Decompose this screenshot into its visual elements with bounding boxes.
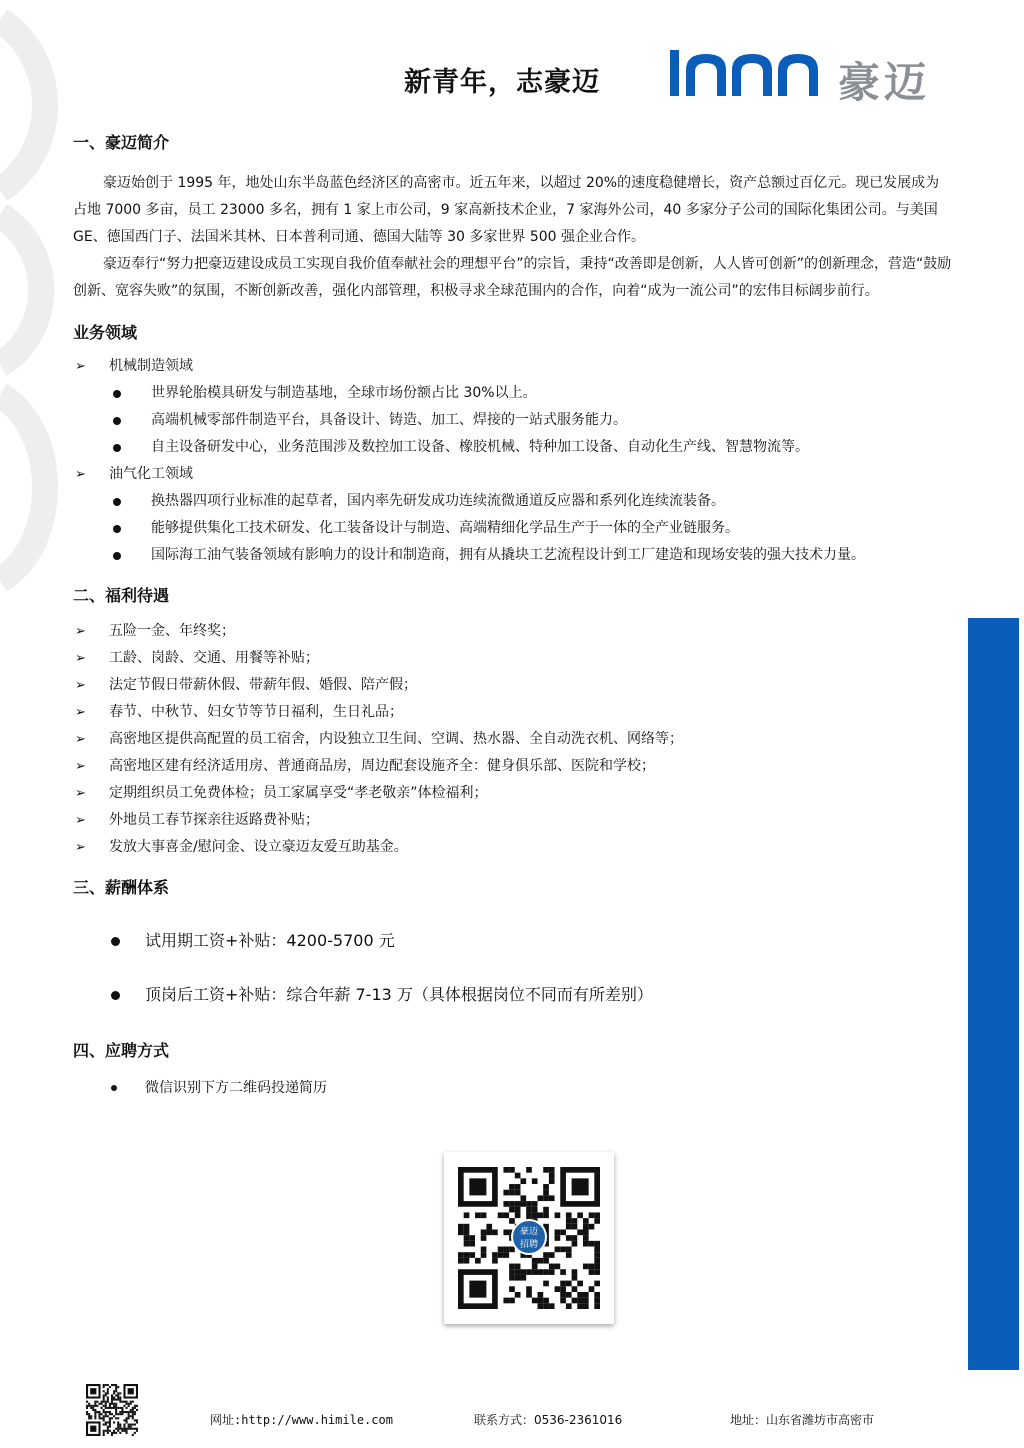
business-list: [73, 353, 953, 569]
slogan: 新青年，志豪迈: [404, 67, 600, 98]
arrow-bullet-icon: ➢: [75, 624, 86, 639]
intro-paragraph: 豪迈奉行“努力把豪迈建设成员工实现自我价值奉献社会的理想平台”的宗旨，秉持“改善即是创新，人人皆可创新”的创新理念，营造“鼓励创新、宽容失败”的氛围，不断创新改善，强化内部管理，积极寻求全球范围内的合作，向着“成为一流公司”的宏伟目标阔步前行。: [73, 256, 952, 299]
qr-badge: [511, 1219, 547, 1255]
list-item-text: 能够提供集化工技术研发、化工装备设计与制造、高端精细化学品生产于一体的全产业链服务。: [151, 520, 739, 536]
bullet-icon: [111, 991, 120, 1000]
list-item-text: 高密地区提供高配置的员工宿舍，内设独立卫生间、空调、热水器、全自动洗衣机、网络等；: [109, 731, 683, 747]
bullet-icon: [111, 1085, 117, 1091]
list-item-text: 法定节假日带薪休假、带薪年假、婚假、陪产假；: [109, 677, 417, 693]
arrow-bullet-icon: ➢: [75, 813, 86, 828]
list-item: [73, 461, 953, 488]
salary-item: [73, 982, 953, 1008]
list-item-text: 高端机械零部件制造平台，具备设计、铸造、加工、焊接的一站式服务能力。: [151, 412, 627, 428]
section-title-salary: 三、薪酬体系: [73, 878, 170, 897]
arrow-bullet-icon: ➢: [75, 732, 86, 747]
section-title-apply: 四、应聘方式: [73, 1041, 170, 1060]
himile-logo: [668, 48, 968, 107]
intro-paragraph: 豪迈始创于 1995 年，地处山东半岛蓝色经济区的高密市。近五年来，以超过 20%的速度稳健增长，资产总额过百亿元。现已发展成为占地 7000 多亩，员工 23000 多名，拥有 1 家上市公司，9 家高新技术企业，7 家海外公司，40 多家分子公司的国际化集团公司。与美国 GE、德国西门子、法国米其林、日本普利司通、德国大陆等 30 多家世界 500 强企业合作。: [73, 175, 940, 245]
logo-mark-icon: [668, 48, 828, 100]
list-item-text: 国际海工油气装备领域有影响力的设计和制造商，拥有从撬块工艺流程设计到工厂建造和现场安装的强大技术力量。: [151, 547, 865, 563]
list-item-text: 定期组织员工免费体检；员工家属享受“孝老敬亲”体检福利；: [109, 785, 488, 801]
qr-code-icon: [86, 1384, 138, 1436]
list-item: [73, 542, 953, 569]
list-item: [73, 780, 953, 807]
list-item-text: 工龄、岗龄、交通、用餐等补贴；: [109, 650, 319, 666]
list-item: [73, 672, 953, 699]
arrow-bullet-icon: ➢: [75, 705, 86, 720]
section-title-benefits: 二、福利待遇: [73, 586, 170, 605]
list-item-text: 世界轮胎模具研发与制造基地，全球市场份额占比 30%以上。: [151, 385, 537, 401]
list-item: [73, 515, 953, 542]
salary-text: 试用期工资+补贴：4200-5700 元: [145, 931, 395, 950]
recruitment-qr-code[interactable]: [444, 1152, 614, 1324]
qr-badge-line: 豪迈: [519, 1227, 538, 1237]
bullet-icon: [113, 498, 121, 506]
list-item-text: 高密地区建有经济适用房、普通商品房，周边配套设施齐全：健身俱乐部、医院和学校；: [109, 758, 655, 774]
list-item: [73, 434, 953, 461]
list-item: [73, 488, 953, 515]
section-title-business: 业务领域: [73, 323, 138, 342]
footer-qr-code[interactable]: [86, 1384, 138, 1440]
arrow-bullet-icon: ➢: [75, 359, 86, 374]
bullet-icon: [113, 390, 121, 398]
arrow-bullet-icon: ➢: [75, 786, 86, 801]
section-title-intro: 一、豪迈简介: [73, 133, 170, 152]
arrow-bullet-icon: ➢: [75, 651, 86, 666]
bullet-icon: [113, 444, 121, 452]
list-item: [73, 834, 953, 861]
list-item: [73, 407, 953, 434]
salary-item: [73, 928, 953, 954]
business-label: 机械制造领域: [109, 358, 193, 374]
list-item-text: 外地员工春节探亲往返路费补贴；: [109, 812, 319, 828]
logo-text: 豪迈: [838, 58, 931, 107]
footer-contact: 联系方式：0536-2361016: [474, 1413, 623, 1427]
arrow-bullet-icon: ➢: [75, 840, 86, 855]
apply-text: 微信识别下方二维码投递简历: [145, 1080, 327, 1096]
arrow-bullet-icon: ➢: [75, 467, 86, 482]
list-item-text: 换热器四项行业标准的起草者，国内率先研发成功连续流微通道反应器和系列化连续流装备。: [151, 493, 725, 509]
apply-item: [73, 1075, 953, 1101]
bullet-icon: [113, 417, 121, 425]
list-item: [73, 807, 953, 834]
list-item: [73, 726, 953, 753]
list-item-text: 春节、中秋节、妇女节等节日福利，生日礼品；: [109, 704, 403, 720]
list-item: [73, 380, 953, 407]
bullet-icon: [113, 552, 121, 560]
decorative-arcs: [0, 0, 70, 600]
list-item-text: 自主设备研发中心，业务范围涉及数控加工设备、橡胶机械、特种加工设备、自动化生产线、智慧物流等。: [151, 439, 809, 455]
arrow-bullet-icon: ➢: [75, 678, 86, 693]
list-item: [73, 699, 953, 726]
arrow-bullet-icon: ➢: [75, 759, 86, 774]
bullet-icon: [111, 937, 120, 946]
list-item: [73, 753, 953, 780]
salary-text: 顶岗后工资+补贴：综合年薪 7-13 万（具体根据岗位不同而有所差别）: [145, 985, 653, 1004]
footer-website[interactable]: 网址:http://www.himile.com: [210, 1413, 393, 1427]
list-item-text: 发放大事喜金/慰问金、设立豪迈友爱互助基金。: [109, 839, 408, 855]
list-item: [73, 618, 953, 645]
qr-badge-line: 招聘: [519, 1240, 538, 1250]
benefits-list: [73, 618, 953, 861]
main-content: [73, 130, 953, 1101]
side-accent-bar: [968, 618, 1019, 1370]
business-label: 油气化工领域: [109, 466, 193, 482]
list-item: [73, 353, 953, 380]
list-item: [73, 645, 953, 672]
bullet-icon: [113, 525, 121, 533]
list-item-text: 五险一金、年终奖；: [109, 623, 235, 639]
footer-address: 地址：山东省潍坊市高密市: [730, 1413, 875, 1427]
